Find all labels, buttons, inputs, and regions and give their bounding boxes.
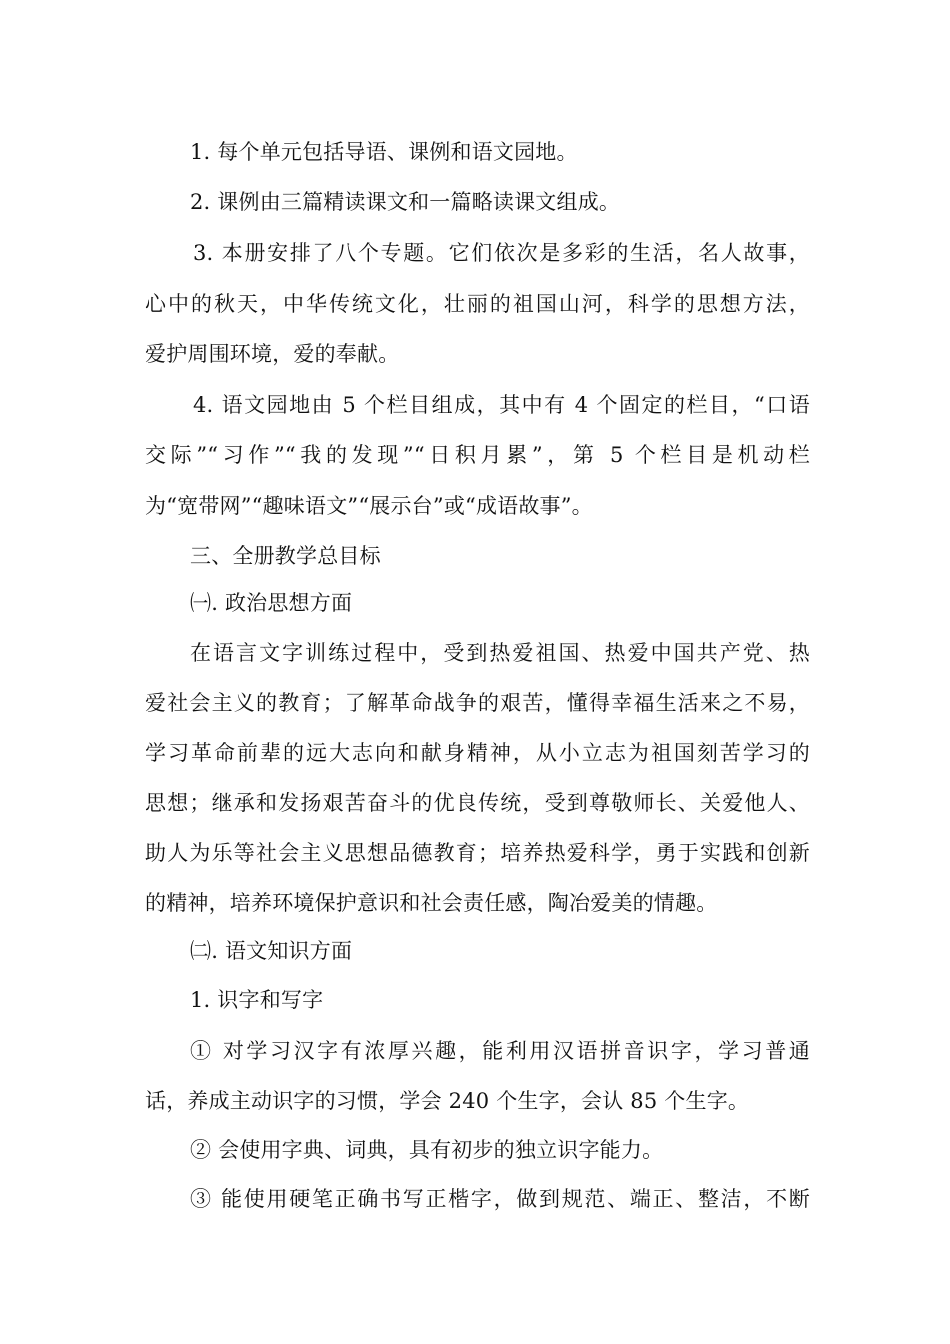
paragraph-line-4: 思想；继承和发扬艰苦奋斗的优良传统，受到尊敬师长、关爱他人、 [145,791,810,815]
item-circled-3: ③ 能使用硬笔正确书写正楷字，做到规范、端正、整洁，不断 [190,1187,810,1211]
list-item-3-line-2: 心中的秋天，中华传统文化，壮丽的祖国山河，科学的思想方法， [145,292,810,316]
section-heading: 三、全册教学总目标 [190,544,381,568]
list-item-3-line-3: 爱护周围环境，爱的奉献。 [145,342,400,366]
paragraph-line-5: 助人为乐等社会主义思想品德教育；培养热爱科学，勇于实践和创新 [145,841,810,865]
list-item-2: 2. 课例由三篇精读课文和一篇略读课文组成。 [190,190,621,214]
sub-item-heading: 1. 识字和写字 [190,988,324,1012]
subsection-heading-1: ㈠. 政治思想方面 [190,591,353,615]
list-item-4-line-1: 4. 语文园地由 5 个栏目组成，其中有 4 个固定的栏目，“口语 [193,393,810,417]
list-item-1: 1. 每个单元包括导语、课例和语文园地。 [190,140,578,164]
paragraph-line-3: 学习革命前辈的远大志向和献身精神，从小立志为祖国刻苦学习的 [145,741,810,765]
list-item-4-line-3: 为“宽带网”“趣味语文”“展示台”或“成语故事”。 [145,494,593,518]
item-circled-1-line-2: 话，养成主动识字的习惯，学会 240 个生字，会认 85 个生字。 [145,1089,750,1113]
list-item-4-line-2: 交际”“习作”“我的发现”“日积月累”，第 5 个栏目是机动栏 [145,443,810,467]
subsection-heading-2: ㈡. 语文知识方面 [190,939,353,963]
paragraph-line-2: 爱社会主义的教育；了解革命战争的艰苦，懂得幸福生活来之不易， [145,691,810,715]
paragraph-line-1: 在语言文字训练过程中，受到热爱祖国、热爱中国共产党、热 [190,641,810,665]
list-item-3-line-1: 3. 本册安排了八个专题。它们依次是多彩的生活，名人故事， [193,241,810,265]
item-circled-1-line-1: ① 对学习汉字有浓厚兴趣，能利用汉语拼音识字，学习普通 [190,1039,810,1063]
item-circled-2: ② 会使用字典、词典，具有初步的独立识字能力。 [190,1138,664,1162]
paragraph-line-6: 的精神，培养环境保护意识和社会责任感，陶冶爱美的情趣。 [145,891,718,915]
